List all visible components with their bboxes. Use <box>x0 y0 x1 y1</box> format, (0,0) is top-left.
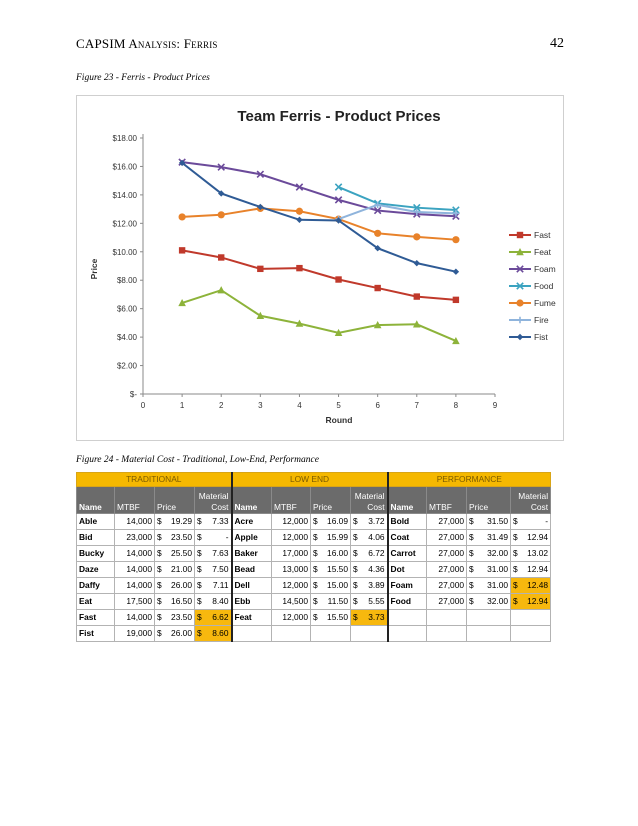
cell-price: $ 32.00 <box>467 546 511 562</box>
x-tick-label: 7 <box>414 401 420 410</box>
figure-caption: Figure 23 - Ferris - Product Prices <box>76 73 210 83</box>
material-cost-table <box>76 472 551 642</box>
legend-marker-fire <box>517 317 523 323</box>
empty-cell <box>388 610 427 626</box>
legend-label-feat: Feat <box>534 247 552 257</box>
cell-material-cost: $ 7.63 <box>195 546 232 562</box>
y-tick-label: $18.00 <box>112 134 137 143</box>
cell-mtbf: 12,000 <box>272 514 311 530</box>
cell-mtbf: 27,000 <box>427 578 467 594</box>
cell-name: Bead <box>232 562 272 578</box>
table-row <box>77 626 551 642</box>
col-header-name: Name <box>232 487 272 514</box>
cell-material-cost: $ 7.50 <box>195 562 232 578</box>
x-tick-label: 5 <box>336 401 341 410</box>
chart-svg <box>77 96 563 440</box>
cell-price: $ 26.00 <box>155 626 195 642</box>
cell-price: $ 16.09 <box>311 514 351 530</box>
cell-material-cost: $ 7.11 <box>195 578 232 594</box>
cell-mtbf: 17,000 <box>272 546 311 562</box>
empty-cell <box>511 610 551 626</box>
cell-name: Daffy <box>77 578 115 594</box>
cell-mtbf: 27,000 <box>427 562 467 578</box>
cell-name: Carrot <box>388 546 427 562</box>
x-axis-label: Round <box>325 415 353 425</box>
cell-material-cost: $ 7.33 <box>195 514 232 530</box>
data-point-feat <box>217 286 225 293</box>
cell-price: $ 31.50 <box>467 514 511 530</box>
col-header-mtbf: MTBF <box>427 487 467 514</box>
cell-name: Coat <box>388 530 427 546</box>
empty-cell <box>427 610 467 626</box>
cell-price: $ 23.50 <box>155 530 195 546</box>
legend-marker-fume <box>516 299 523 306</box>
cell-material-cost: $ 3.72 <box>351 514 388 530</box>
table-row <box>77 530 551 546</box>
legend-label-food: Food <box>534 281 554 291</box>
cell-mtbf: 14,000 <box>115 610 155 626</box>
cell-name: Foam <box>388 578 427 594</box>
cell-name: Bid <box>77 530 115 546</box>
cell-material-cost: $ 3.73 <box>351 610 388 626</box>
cell-price: $ 25.50 <box>155 546 195 562</box>
y-tick-label: $14.00 <box>112 190 137 200</box>
series-line-food <box>339 187 456 210</box>
cell-mtbf: 12,000 <box>272 530 311 546</box>
cell-material-cost: $ 12.94 <box>511 530 551 546</box>
cell-name: Bucky <box>77 546 115 562</box>
data-point-fast <box>296 265 302 271</box>
cell-mtbf: 12,000 <box>272 610 311 626</box>
cell-mtbf: 14,000 <box>115 514 155 530</box>
cell-name: Eat <box>77 594 115 610</box>
cell-price: $ 26.00 <box>155 578 195 594</box>
col-header-name: Name <box>388 487 427 514</box>
cell-price: $ 23.50 <box>155 610 195 626</box>
empty-cell <box>467 610 511 626</box>
cell-name: Bold <box>388 514 427 530</box>
cell-name: Fast <box>77 610 115 626</box>
y-tick-label: $4.00 <box>116 333 137 343</box>
cell-material-cost: $ 3.89 <box>351 578 388 594</box>
cell-mtbf: 14,000 <box>115 546 155 562</box>
cell-price: $ 16.50 <box>155 594 195 610</box>
figure-caption-2: Figure 24 - Material Cost - Traditional, Low-End, Performance <box>76 455 319 465</box>
col-header-material-cost: Material Cost <box>351 487 388 514</box>
legend-label-fist: Fist <box>534 332 548 342</box>
col-header-name: Name <box>77 487 115 514</box>
cell-name: Feat <box>232 610 272 626</box>
data-point-fume <box>374 230 381 237</box>
group-header-low-end: LOW END <box>232 473 388 487</box>
empty-cell <box>467 626 511 642</box>
empty-cell <box>388 626 427 642</box>
y-tick-label: $2.00 <box>116 361 137 371</box>
y-tick-label: $10.00 <box>112 247 137 257</box>
y-tick-label: $12.00 <box>112 219 137 229</box>
table-row <box>77 514 551 530</box>
cell-name: Dot <box>388 562 427 578</box>
cell-mtbf: 14,500 <box>272 594 311 610</box>
cell-price: $ 31.00 <box>467 578 511 594</box>
cell-price: $ 16.00 <box>311 546 351 562</box>
empty-cell <box>511 626 551 642</box>
x-tick-label: 9 <box>492 401 498 410</box>
cell-mtbf: 12,000 <box>272 578 311 594</box>
cell-name: Apple <box>232 530 272 546</box>
cell-mtbf: 27,000 <box>427 530 467 546</box>
cell-mtbf: 27,000 <box>427 514 467 530</box>
cell-name: Food <box>388 594 427 610</box>
page-number: 42 <box>550 36 564 51</box>
x-tick-label: 1 <box>179 401 185 410</box>
table-row <box>77 610 551 626</box>
cell-material-cost: $ 6.62 <box>195 610 232 626</box>
data-point-fume <box>452 236 459 243</box>
legend-marker-fast <box>517 232 523 238</box>
data-point-fume <box>179 213 186 220</box>
y-tick-label: $6.00 <box>116 304 137 314</box>
cell-material-cost: $ 6.72 <box>351 546 388 562</box>
legend-label-fire: Fire <box>534 315 549 325</box>
cell-material-cost: $ 4.06 <box>351 530 388 546</box>
x-tick-label: 0 <box>140 401 146 410</box>
cell-mtbf: 14,000 <box>115 578 155 594</box>
cell-price: $ 15.99 <box>311 530 351 546</box>
data-point-fist <box>296 217 302 223</box>
x-tick-label: 8 <box>453 401 459 410</box>
cell-material-cost: $ 8.40 <box>195 594 232 610</box>
table-row <box>77 594 551 610</box>
cell-name: Baker <box>232 546 272 562</box>
cell-price: $ 21.00 <box>155 562 195 578</box>
col-header-material-cost: Material Cost <box>511 487 551 514</box>
cell-material-cost: $ 12.94 <box>511 594 551 610</box>
y-tick-label: $16.00 <box>112 162 137 172</box>
cell-material-cost: $ - <box>195 530 232 546</box>
cell-price: $ 15.50 <box>311 610 351 626</box>
data-point-fist <box>453 268 459 274</box>
cell-mtbf: 27,000 <box>427 594 467 610</box>
y-axis-label: Price <box>89 258 99 280</box>
cell-price: $ 15.00 <box>311 578 351 594</box>
col-header-mtbf: MTBF <box>272 487 311 514</box>
price-chart <box>76 95 564 441</box>
cell-material-cost: $ 12.48 <box>511 578 551 594</box>
table-row <box>77 578 551 594</box>
cell-material-cost: $ 8.60 <box>195 626 232 642</box>
x-tick-label: 2 <box>218 401 224 410</box>
data-point-fast <box>374 285 380 291</box>
cell-material-cost: $ 4.36 <box>351 562 388 578</box>
column-header-row <box>77 487 551 514</box>
data-point-fist <box>414 260 420 266</box>
legend-marker-fist <box>517 334 523 340</box>
data-point-fume <box>413 233 420 240</box>
data-point-fast <box>218 254 224 260</box>
data-point-fast <box>453 297 459 303</box>
empty-cell <box>232 626 272 642</box>
x-tick-label: 4 <box>297 401 302 410</box>
chart-title: Team Ferris - Product Prices <box>237 108 441 125</box>
col-header-price: Price <box>311 487 351 514</box>
cell-price: $ 15.50 <box>311 562 351 578</box>
y-tick-label: $8.00 <box>116 276 137 286</box>
empty-cell <box>311 626 351 642</box>
cell-mtbf: 14,000 <box>115 562 155 578</box>
col-header-mtbf: MTBF <box>115 487 155 514</box>
cell-mtbf: 17,500 <box>115 594 155 610</box>
cell-price: $ 31.49 <box>467 530 511 546</box>
cell-mtbf: 23,000 <box>115 530 155 546</box>
legend-label-fast: Fast <box>534 230 551 240</box>
cell-name: Dell <box>232 578 272 594</box>
cell-mtbf: 19,000 <box>115 626 155 642</box>
table-row <box>77 562 551 578</box>
cell-material-cost: $ 13.02 <box>511 546 551 562</box>
cell-material-cost: $ 5.55 <box>351 594 388 610</box>
data-point-fume <box>218 211 225 218</box>
cell-price: $ 31.00 <box>467 562 511 578</box>
group-header-row <box>77 473 551 487</box>
cell-price: $ 19.29 <box>155 514 195 530</box>
cell-price: $ 11.50 <box>311 594 351 610</box>
page-header <box>76 36 564 52</box>
cell-name: Fist <box>77 626 115 642</box>
x-tick-label: 3 <box>258 401 263 410</box>
data-point-fume <box>296 208 303 215</box>
data-point-fast <box>179 247 185 253</box>
cell-name: Acre <box>232 514 272 530</box>
cell-name: Daze <box>77 562 115 578</box>
empty-cell <box>427 626 467 642</box>
legend-label-fume: Fume <box>534 298 556 308</box>
group-header-traditional: TRADITIONAL <box>77 473 232 487</box>
data-point-fast <box>414 293 420 299</box>
empty-cell <box>272 626 311 642</box>
col-header-price: Price <box>155 487 195 514</box>
running-title: CAPSIM Analysis: Ferris <box>76 36 218 51</box>
cell-name: Able <box>77 514 115 530</box>
cell-material-cost: $ - <box>511 514 551 530</box>
data-point-fast <box>257 266 263 272</box>
data-point-fast <box>335 276 341 282</box>
cell-name: Ebb <box>232 594 272 610</box>
y-tick-label: $- <box>129 390 137 399</box>
group-header-performance: PERFORMANCE <box>388 473 551 487</box>
x-tick-label: 6 <box>375 401 380 410</box>
cell-material-cost: $ 12.94 <box>511 562 551 578</box>
cell-mtbf: 13,000 <box>272 562 311 578</box>
empty-cell <box>351 626 388 642</box>
legend-label-foam: Foam <box>534 264 556 274</box>
col-header-price: Price <box>467 487 511 514</box>
cell-mtbf: 27,000 <box>427 546 467 562</box>
cell-price: $ 32.00 <box>467 594 511 610</box>
col-header-material-cost: Material Cost <box>195 487 232 514</box>
table-row <box>77 546 551 562</box>
